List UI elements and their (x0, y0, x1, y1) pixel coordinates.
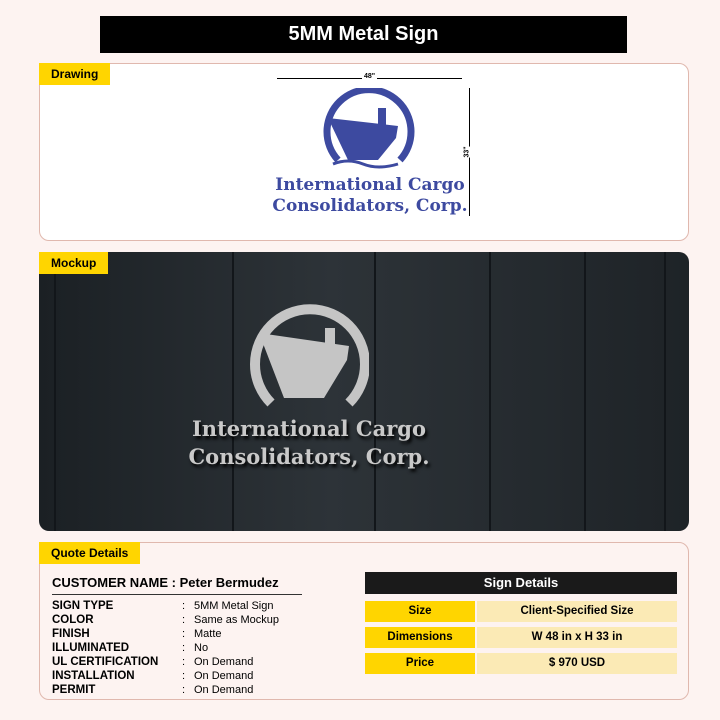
detail-key: Dimensions (365, 627, 475, 648)
field-value: On Demand (194, 684, 254, 696)
field-key: SIGN TYPE (52, 600, 114, 612)
field-row: FINISH : Matte (52, 628, 222, 640)
quote-panel (39, 542, 689, 700)
detail-key: Size (365, 601, 475, 622)
mockup-tag: Mockup (39, 252, 108, 274)
field-key: UL CERTIFICATION (52, 656, 159, 668)
detail-value: Client-Specified Size (477, 601, 677, 622)
drawing-panel (39, 63, 689, 241)
field-key: ILLUMINATED (52, 642, 130, 654)
customer-row: CUSTOMER NAME : Peter Bermudez (52, 575, 302, 595)
customer-label: CUSTOMER NAME (52, 575, 169, 590)
logo-line-1: International Cargo (275, 175, 465, 195)
field-value: Matte (194, 628, 222, 640)
logo-text (230, 175, 510, 217)
field-row: UL CERTIFICATION : On Demand (52, 656, 254, 668)
sign-detail-row (365, 653, 677, 674)
detail-value: $ 970 USD (477, 653, 677, 674)
ship-logo-icon (318, 88, 418, 173)
width-label: 48" (364, 73, 376, 80)
detail-key: Price (365, 653, 475, 674)
field-key: INSTALLATION (52, 670, 135, 682)
quote-tag: Quote Details (39, 542, 140, 564)
field-value: 5MM Metal Sign (194, 600, 274, 612)
field-row: INSTALLATION : On Demand (52, 670, 254, 682)
field-row: ILLUMINATED : No (52, 642, 209, 654)
sign-details-header: Sign Details (365, 572, 677, 594)
field-value: No (194, 642, 209, 654)
logo-line-2: Consolidators, Corp. (272, 196, 468, 216)
metal-ship-icon (249, 288, 369, 418)
field-key: PERMIT (52, 684, 96, 696)
page-title: 5MM Metal Sign (100, 16, 627, 53)
field-row: PERMIT : On Demand (52, 684, 254, 696)
detail-value: W 48 in x H 33 in (477, 627, 677, 648)
height-label: 33" (463, 146, 471, 158)
sign-detail-row (365, 627, 677, 648)
sign-detail-row (365, 601, 677, 622)
field-key: FINISH (52, 628, 90, 640)
metal-line-1: International Cargo (191, 416, 426, 441)
field-value: Same as Mockup (194, 614, 279, 626)
drawing-tag: Drawing (39, 63, 110, 85)
metal-logo-text (159, 415, 459, 471)
mockup-image (39, 252, 689, 531)
field-value: On Demand (194, 670, 254, 682)
customer-value: Peter Bermudez (179, 575, 279, 590)
field-value: On Demand (194, 656, 254, 668)
field-row: SIGN TYPE : 5MM Metal Sign (52, 600, 274, 612)
field-key: COLOR (52, 614, 94, 626)
field-row: COLOR : Same as Mockup (52, 614, 279, 626)
metal-line-2: Consolidators, Corp. (188, 444, 430, 469)
